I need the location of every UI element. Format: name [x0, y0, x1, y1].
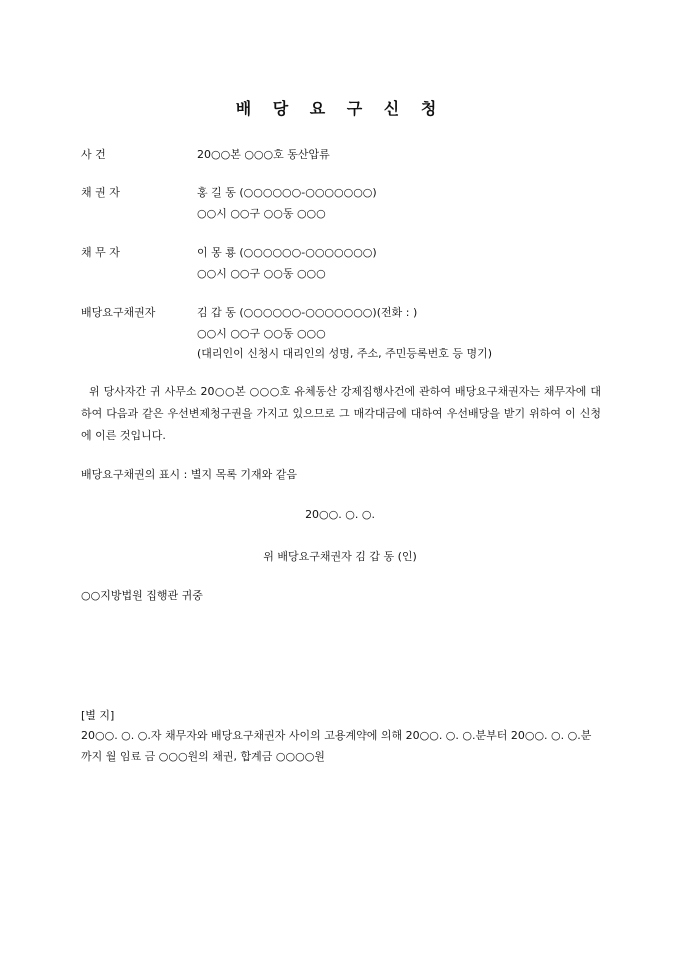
creditor-label: 채 권 자: [81, 186, 120, 199]
claimant-name: 김 갑 동 (○○○○○○-○○○○○○○)(전화 : ): [197, 306, 418, 319]
body-paragraph: 위 당사자간 귀 사무소 20○○본 ○○○호 유체동산 강제집행사건에 관하여 배당요구채권자는 채무자에 대하여 다음과 같은 우선변제청구권을 가지고 있으므로 그 매각대금에 대하여 우선배당을 받기 위하여 이 신청에 이른 것입니다.: [81, 385, 601, 442]
case-label: 사 건: [81, 148, 106, 161]
annex-heading: [별 지]: [81, 709, 115, 722]
addressee: ○○지방법원 집행관 귀중: [81, 589, 203, 602]
debtor-label: 채 무 자: [81, 246, 120, 259]
signature-line: 위 배당요구채권자 김 갑 동 (인): [263, 550, 417, 563]
claimant-address: ○○시 ○○구 ○○동 ○○○: [197, 327, 326, 340]
claimant-note: (대리인이 신청시 대리인의 성명, 주소, 주민등록번호 등 명기): [197, 347, 493, 360]
creditor-name: 홍 길 동 (○○○○○○-○○○○○○○): [197, 186, 377, 199]
claim-display: 배당요구채권의 표시 : 별지 목록 기재와 같음: [81, 468, 297, 481]
creditor-address: ○○시 ○○구 ○○동 ○○○: [197, 207, 326, 220]
application-date: 20○○. ○. ○.: [305, 508, 375, 521]
debtor-name: 이 몽 룡 (○○○○○○-○○○○○○○): [197, 246, 377, 259]
claimant-label: 배당요구채권자: [81, 306, 156, 319]
annex-text: 20○○. ○. ○.자 채무자와 배당요구채권자 사이의 고용계약에 의해 20○○. ○. ○.분부터 20○○. ○. ○.분까지 월 임료 금 ○○○원의 채권, 합계금 ○○○○원: [81, 729, 592, 763]
document-title: 배 당 요 구 신 청: [235, 99, 445, 118]
debtor-address: ○○시 ○○구 ○○동 ○○○: [197, 267, 326, 280]
case-value: 20○○본 ○○○호 동산압류: [197, 148, 330, 161]
